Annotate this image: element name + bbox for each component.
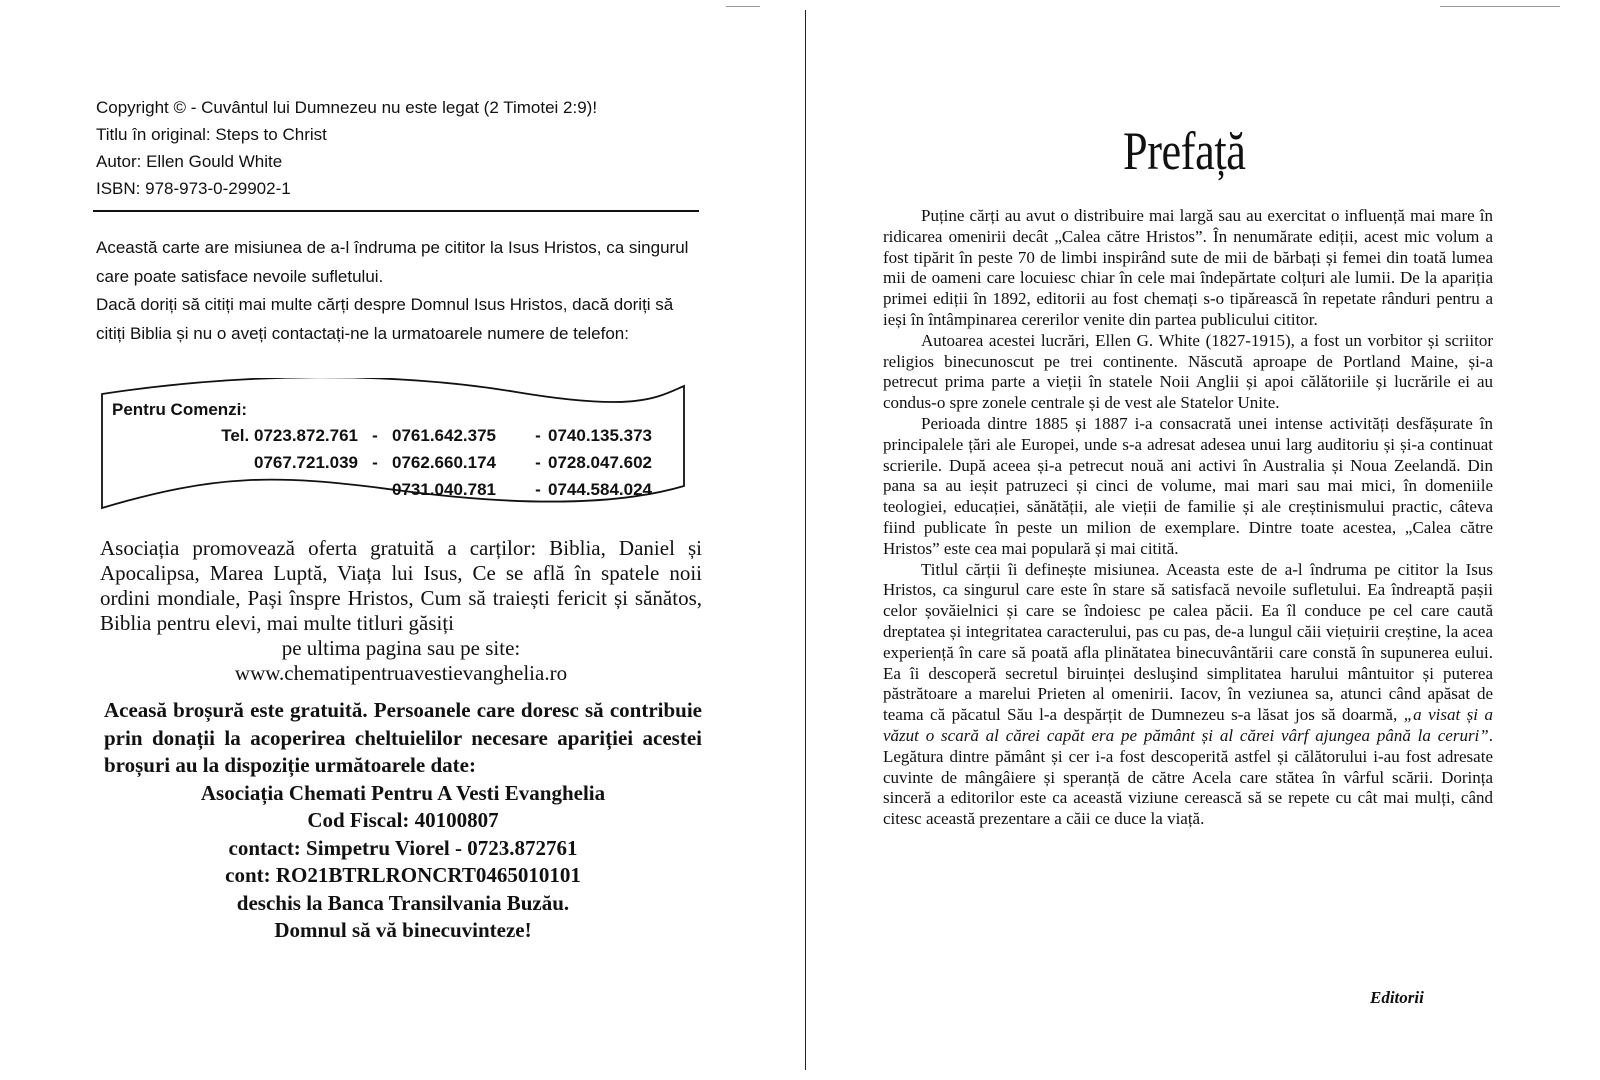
preface-body: [883, 206, 1493, 830]
separator: -: [535, 480, 541, 499]
paragraph-text: . Legătura dintre pământ și cer i-a fost descoperită astfel și călătorului i-au fost adresate cuvinte de mângâiere și speranță de către Acela care stătea în vârful scării. Dorința sinceră a editorilor este ca această viziune cerească să se repete cu cât mai mulți, când citesc această prezentare a căii ce duce la viață.: [883, 725, 1493, 829]
divider: [93, 210, 699, 212]
phone-row: [96, 449, 696, 476]
phone-number: 0728.047.602: [548, 453, 652, 472]
preface-paragraph: Puține cărți au avut o distribuire mai largă sau au exercitat o influență mai mare în ridicarea omenirii decât „Calea către Hristos”. În nenumărate ediții, acest mic volum a fost tipărit în peste 70 de limbi inspirând sute de mii de bărbați și femei din toată lumea mii de oameni care locuiesc chiar în cele mai îndepărtate colțuri ale lumii. De la apariția primei ediții în 1892, editorii au fost chemați s-o tipărească în repetate rânduri pentru a ieși în întâmpinarea cererilor venite din partea publicului cititor.: [883, 206, 1493, 329]
phone-list: [96, 422, 696, 503]
original-title-line: Titlu în original: Steps to Christ: [96, 125, 327, 144]
phone-number: 0761.642.375: [392, 426, 496, 445]
offer-site-intro: pe ultima pagina sau pe site:: [281, 636, 521, 660]
phone-number: [198, 476, 358, 503]
mission-paragraph: Această carte are misiunea de a-l îndruma pe cititor la Isus Hristos, ca singurul care poate satisface nevoile sufletului.: [96, 238, 689, 286]
phone-number: 0767.721.039: [254, 453, 358, 472]
separator: -: [535, 426, 541, 445]
phone-row: [96, 476, 696, 503]
phone-number: 0744.584.024: [548, 480, 652, 499]
phone-number: 0762.660.174: [392, 453, 496, 472]
copyright-block: [96, 94, 597, 202]
phone-number: 0731.040.781: [392, 480, 496, 499]
preface-paragraph: Perioada dintre 1885 și 1887 i-a consacrată unei intense activități desfășurate în principalele țări ale Europei, unde s-a adresat adesea unui larg auditoriu și și-a continuat scrierile. După aceea și-a petrecut nouă ani activi în Australia și Noua Zeelandă. Din pana sa au ieșit patruzeci și cinci de volume, mai mari sau mai mici, în domeniile teologiei, educației, sănătății, ale vieții de familie și ale creștinismului practic, câteva fiind publicate în peste un milion de exemplare. Dintre toate acestea, „Calea către Hristos” este cea mai populară și mai citită.: [883, 413, 1493, 558]
orders-label: Pentru Comenzi:: [112, 400, 248, 419]
contact-paragraph: Dacă doriți să citiți mai multe cărți despre Domnul Isus Hristos, dacă doriți să citiți Biblia și nu o aveți contactați-ne la urmatoarele numere de telefon:: [96, 295, 674, 343]
mission-text: [96, 234, 700, 348]
phone-number-text: 0723.872.761: [254, 426, 358, 445]
website-link: www.chematipentruavestievanghelia.ro: [234, 661, 568, 685]
preface-paragraph: Autoarea acestei lucrări, Ellen G. White (1827-1915), a fost un vorbitor și scriitor religios binecunoscut pe trei continente. Născută aproape de Portland Maine, și-a petrecut prima parte a vieții în statele Noii Anglii și apoi călătoriile și lucrările ei au condus-o spre zonele centrale și de vest ale Statelor Unite.: [883, 330, 1493, 413]
bank-name: deschis la Banca Transilvania Buzău.: [236, 890, 570, 915]
orders-box: [96, 378, 696, 518]
phone-row: [96, 422, 696, 449]
tel-prefix: Tel.: [221, 426, 250, 445]
page-gutter: [805, 10, 806, 1070]
offer-block: [100, 536, 702, 686]
donation-paragraph: Aceasă broșură este gratuită. Persoanele care doresc să contribuie prin donații la acoperirea cheltuielilor necesare apariției acestei broșuri au la dispoziție următoarele date:: [104, 698, 702, 777]
author-line: Autor: Ellen Gould White: [96, 152, 283, 171]
separator-blank: [358, 476, 392, 503]
paragraph-text: Titlul cărții îi definește misiunea. Aceasta este de a-l îndruma pe cititor la Isus Hristos, ca singurul care este în stare să satisfacă nevoile sufletului. Ea îndreaptă pașii celor șovăielnici și care se îndoiesc pe calea păcii. Ea îl conduce pe cel care caută dreptatea și integritatea caracterului, pas cu pas, de-a lungul căii viețuirii creștine, la acea experiență în care să poată afla plinătatea binecuvântării care constă în supunerea eului. Ea îi descoperă secretul biruinței desluşind simplitatea harului mântuitor și puterea păstrătoare a marelui Prieten al omenirii. Iacov, în veziunea sa, atunci când apăsat de teama că păcatul Său l-a despărțit de Dumnezeu s-a lăsat jos să doarmă,: [883, 559, 1493, 725]
page-title: Prefață: [1123, 121, 1246, 181]
separator: -: [535, 453, 541, 472]
copyright-line: Copyright © - Cuvântul lui Dumnezeu nu este legat (2 Timotei 2:9)!: [96, 98, 598, 117]
separator: -: [372, 453, 378, 472]
blessing-line: Domnul să vă binecuvinteze!: [274, 918, 532, 942]
fiscal-code: Cod Fiscal: 40100807: [307, 808, 499, 832]
association-name: Asociația Chemati Pentru A Vesti Evanghelia: [200, 780, 606, 805]
bank-account: cont: RO21BTRLRONCRT0465010101: [225, 863, 581, 887]
contact-line: contact: Simpetru Viorel - 0723.872761: [228, 835, 578, 860]
phone-number: 0740.135.373: [548, 426, 652, 445]
donation-block: [104, 697, 702, 945]
scripture-quote: „a visat și a văzut o scară al cărei capăt era pe pământ și al cărei vârf ajungea până la ceruri”: [883, 705, 1493, 745]
isbn-line: ISBN: 978-973-0-29902-1: [96, 179, 291, 198]
phone-number: [198, 422, 358, 449]
separator: -: [372, 426, 378, 445]
preface-paragraph: [883, 560, 1493, 830]
offer-paragraph: Asociația promovează oferta gratuită a carților: Biblia, Daniel și Apocalipsa, Marea Luptă, Viața lui Isus, Ce se află în spatele noii ordini mondiale, Pași înspre Hristos, Cum să traiești fericit și sănătos, Biblia pentru elevi, mai multe titluri găsiți: [100, 536, 702, 635]
signature: Editorii: [1370, 988, 1424, 1007]
scan-edge-mark: [1440, 6, 1560, 7]
